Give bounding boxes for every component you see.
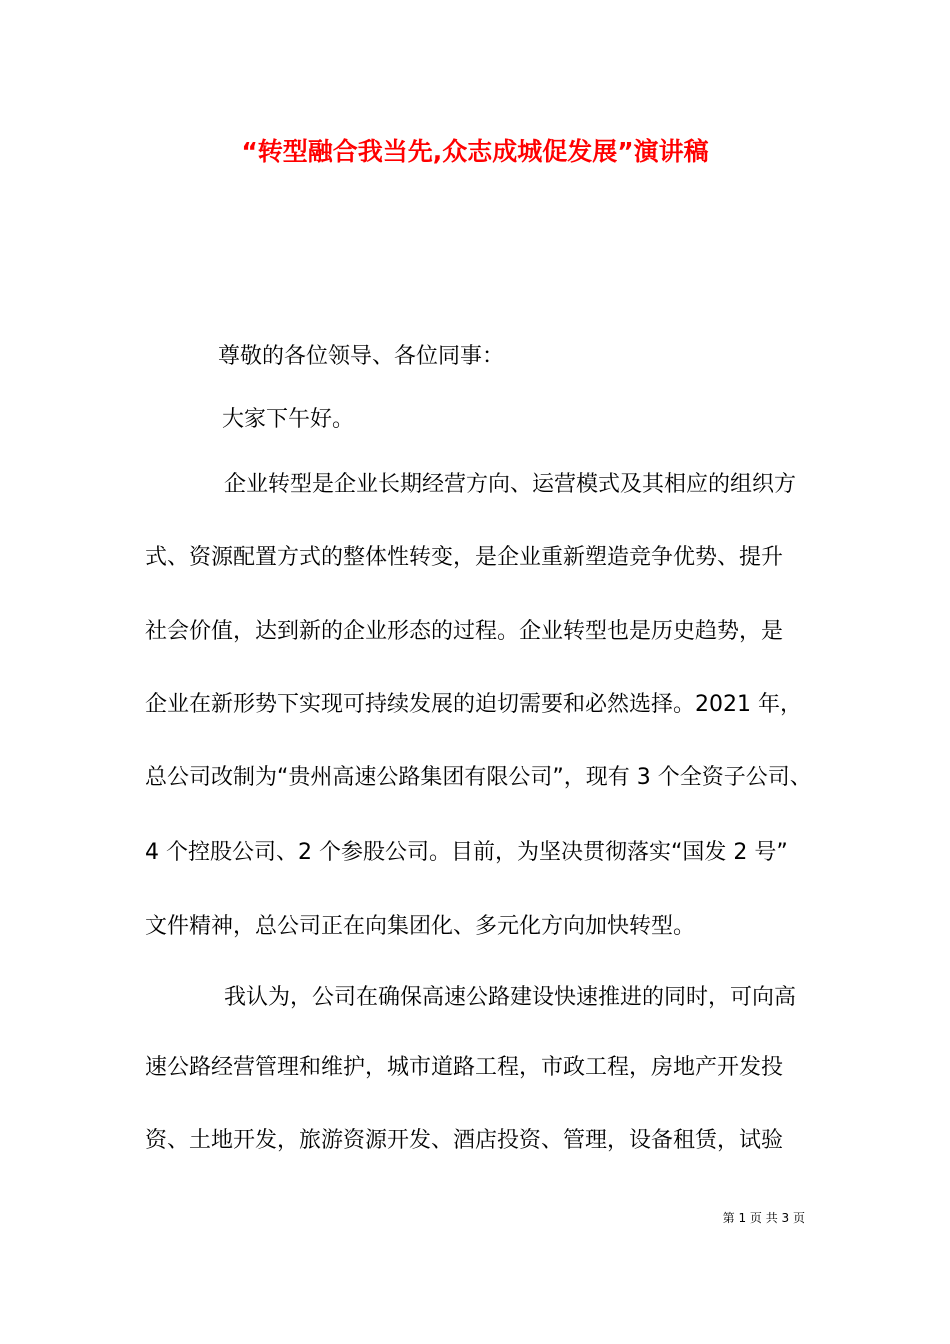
page-indicator: 第 1 页 共 3 页	[722, 1211, 805, 1225]
document-title: “转型融合我当先,众志成城促发展”演讲稿	[241, 137, 709, 166]
paragraph-line: 资、土地开发，旅游资源开发、酒店投资、管理，设备租赁，试验	[145, 1128, 784, 1153]
paragraph-line: 速公路经营管理和维护，城市道路工程，市政工程，房地产开发投	[145, 1055, 784, 1080]
paragraph-line: 4 个控股公司、2 个参股公司。目前，为坚决贯彻落实“国发 2 号”	[145, 840, 788, 865]
paragraph-line: 我认为，公司在确保高速公路建设快速推进的同时，可向高	[224, 985, 797, 1010]
paragraph-line: 总公司改制为“贵州高速公路集团有限公司”，现有 3 个全资子公司、	[145, 765, 812, 790]
paragraph-line: 企业在新形势下实现可持续发展的迫切需要和必然选择。2021 年，	[145, 692, 802, 717]
greeting-text: 尊敬的各位领导、各位同事：	[218, 344, 505, 369]
paragraph-line: 文件精神，总公司正在向集团化、多元化方向加快转型。	[145, 914, 696, 939]
paragraph-line: 社会价值，达到新的企业形态的过程。企业转型也是历史趋势，是	[145, 619, 784, 644]
paragraph-line: 式、资源配置方式的整体性转变，是企业重新塑造竞争优势、提升	[145, 545, 784, 570]
paragraph-line: 企业转型是企业长期经营方向、运营模式及其相应的组织方	[224, 472, 797, 497]
salutation-text: 大家下午好。	[222, 407, 355, 432]
